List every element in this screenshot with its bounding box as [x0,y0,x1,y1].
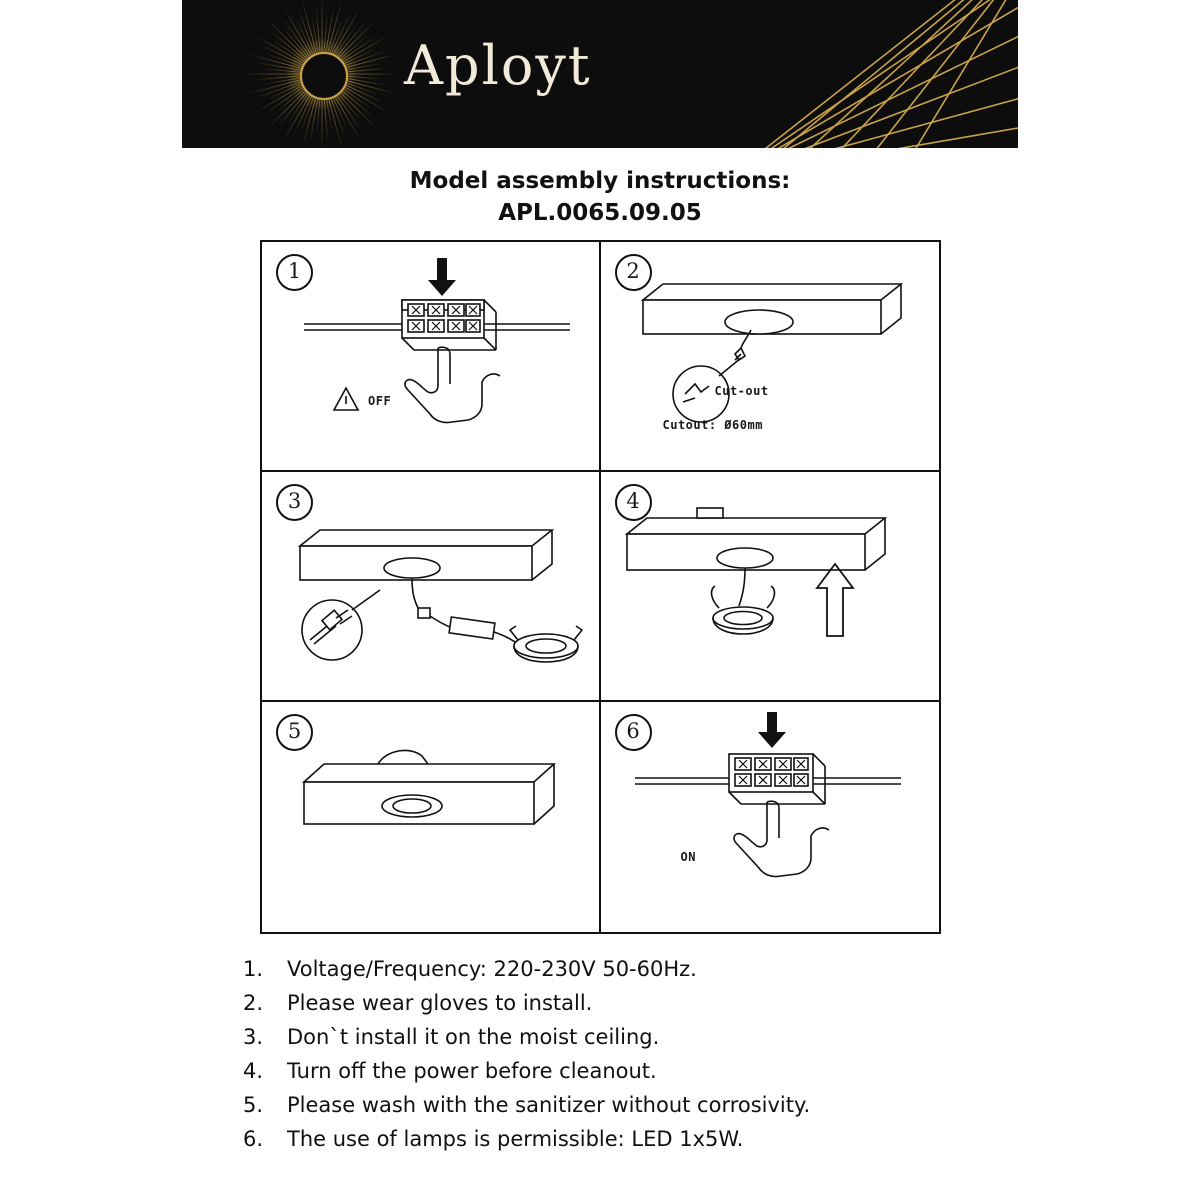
model-code: APL.0065.09.05 [498,200,702,226]
page-title: Model assembly instructions: [409,168,791,194]
note-text: Please wash with the sanitizer without corrosivity. [287,1093,811,1117]
sunburst-emblem-icon [240,0,404,148]
step-number-6: 6 [615,714,652,751]
fan-svg [718,0,1018,148]
step-cell-3 [262,472,601,702]
note-number: 2. [243,991,264,1015]
step-cell-5 [262,702,601,932]
list-item [243,1020,1003,1054]
brand-name: Aployt [404,34,592,97]
note-number: 6. [243,1127,264,1151]
step-6-label: ON [680,850,696,864]
step-1-label: OFF [368,394,392,408]
note-text: Turn off the power before cleanout. [287,1059,657,1083]
step-number-2: 2 [615,254,652,291]
step-number-1: 1 [276,254,313,291]
step-cell-6 [601,702,940,932]
step-cell-4 [601,472,940,702]
step-6-illustration [601,702,940,932]
step-1-illustration [262,242,599,470]
step-cell-1 [262,242,601,472]
note-text: Don`t install it on the moist ceiling. [287,1025,660,1049]
list-item [243,1088,1003,1122]
step-3-illustration [262,472,599,700]
brand-banner [182,0,1018,148]
notes-list [243,952,1003,1156]
list-item [243,1122,1003,1156]
down-arrow-icon [428,258,456,296]
list-item [243,952,1003,986]
step-5-illustration [262,702,599,932]
radiating-lines-icon [718,0,1018,148]
note-number: 5. [243,1093,264,1117]
note-text: Please wear gloves to install. [287,991,593,1015]
step-2-callout: Cut-out [714,384,769,398]
step-2-dimension: Cutout: Ø60mm [662,418,763,432]
step-4-illustration [601,472,940,700]
note-number: 1. [243,957,264,981]
note-number: 4. [243,1059,264,1083]
down-arrow-icon [758,712,786,748]
step-number-5: 5 [276,714,313,751]
assembly-steps-grid [260,240,941,934]
step-number-3: 3 [276,484,313,521]
list-item [243,986,1003,1020]
list-item [243,1054,1003,1088]
warning-triangle-icon [334,388,358,410]
note-text: Voltage/Frequency: 220-230V 50-60Hz. [287,957,697,981]
step-number-4: 4 [615,484,652,521]
up-arrow-icon [817,564,853,636]
step-2-illustration [601,242,940,470]
note-text: The use of lamps is permissible: LED 1x5W. [287,1127,744,1151]
note-number: 3. [243,1025,264,1049]
step-cell-2 [601,242,940,472]
